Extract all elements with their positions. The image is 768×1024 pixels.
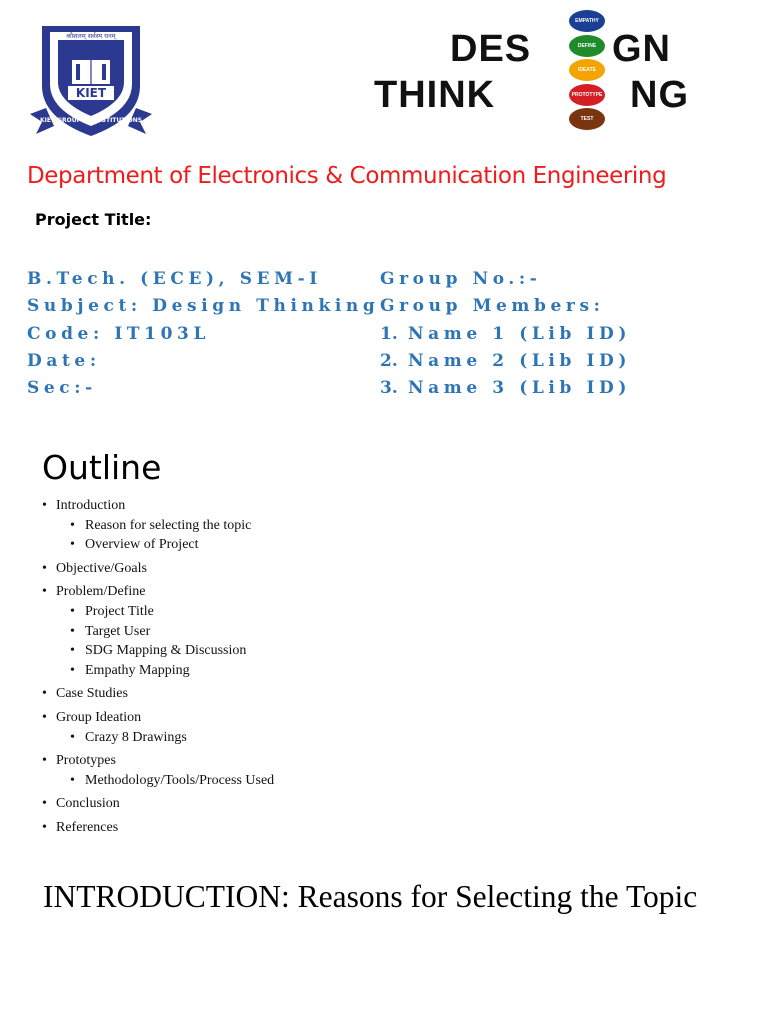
- date-line: Date:: [27, 350, 101, 371]
- member-name: Name 3 (Lib ID): [408, 378, 632, 399]
- outline-subitem-label: Reason for selecting the topic: [85, 517, 252, 533]
- outline-item: [42, 818, 542, 838]
- department-title: Department of Electronics & Communication Engineering: [27, 163, 667, 189]
- bullet-icon: •: [70, 643, 75, 659]
- outline-item: [42, 751, 542, 771]
- outline-subitem: [42, 728, 542, 748]
- outline-item-label: Group Ideation: [56, 709, 142, 725]
- stage-empathy-circle: EMPATHY: [569, 10, 605, 32]
- outline-item-label: Conclusion: [56, 796, 120, 812]
- outline-item-label: References: [56, 819, 119, 835]
- outline-subitem: [42, 535, 542, 555]
- outline-subitem-label: Crazy 8 Drawings: [85, 729, 187, 745]
- outline-item: [42, 496, 542, 516]
- outline-item-label: Introduction: [56, 498, 126, 513]
- bullet-icon: •: [42, 753, 47, 769]
- kiet-hindi-text: कौशलम् सर्वस्य धनम्: [66, 32, 116, 40]
- outline-subitem: [42, 771, 542, 791]
- bullet-icon: •: [42, 686, 47, 702]
- bullet-icon: •: [70, 772, 75, 788]
- outline-subitem-label: Methodology/Tools/Process Used: [85, 772, 275, 788]
- outline-item-label: Problem/Define: [56, 584, 146, 600]
- bullet-icon: •: [70, 517, 75, 533]
- bullet-icon: •: [42, 498, 47, 513]
- outline-list: [42, 496, 542, 838]
- stage-test-circle: TEST: [569, 108, 605, 130]
- outline-item: [42, 582, 542, 602]
- stage-prototype-circle: PROTOTYPE: [569, 84, 605, 106]
- outline-subitem-label: Overview of Project: [85, 537, 199, 553]
- member-number: 1.: [380, 323, 398, 344]
- bullet-icon: •: [70, 537, 75, 553]
- outline-subitem-label: SDG Mapping & Discussion: [85, 643, 247, 659]
- member-name: Name 1 (Lib ID): [408, 323, 632, 344]
- member-name: Name 2 (Lib ID): [408, 350, 632, 371]
- outline-item: [42, 794, 542, 814]
- section-line: Sec:-: [27, 378, 97, 399]
- outline-subitem: [42, 622, 542, 642]
- logo-word-des: DES: [450, 28, 532, 70]
- design-thinking-logo: [372, 8, 706, 132]
- outline-item-label: Prototypes: [56, 753, 116, 769]
- outline-item: [42, 559, 542, 579]
- outline-subitem: [42, 661, 542, 681]
- outline-subitem-label: Target User: [85, 623, 151, 639]
- outline-subitem-label: Project Title: [85, 603, 154, 619]
- outline-subitem: [42, 602, 542, 622]
- bullet-icon: •: [42, 584, 47, 600]
- stage-define-circle: DEFINE: [569, 35, 605, 57]
- member-number: 3.: [380, 378, 398, 399]
- bullet-icon: •: [42, 819, 47, 835]
- stage-ideate-circle: IDEATE: [569, 59, 605, 81]
- outline-item: [42, 708, 542, 728]
- member-item: [380, 348, 631, 375]
- outline-heading: Outline: [42, 448, 162, 487]
- course-info: [27, 266, 379, 402]
- bullet-icon: •: [70, 662, 75, 678]
- group-info: [380, 266, 631, 402]
- outline-subitem: [42, 641, 542, 661]
- kiet-ring-text: KIET GROUP OF INSTITUTIONS: [39, 117, 143, 124]
- group-number-line: Group No.:-: [380, 269, 542, 289]
- outline-item-label: Objective/Goals: [56, 560, 147, 576]
- bullet-icon: •: [42, 709, 47, 725]
- subject-line: Subject: Design Thinking: [27, 296, 380, 317]
- bullet-icon: •: [42, 796, 47, 812]
- member-number: 2.: [380, 350, 398, 371]
- bullet-icon: •: [70, 603, 75, 619]
- member-item: [380, 375, 631, 402]
- introduction-heading: INTRODUCTION: Reasons for Selecting the Topic: [43, 879, 698, 914]
- bullet-icon: •: [42, 560, 47, 576]
- member-item: [380, 321, 631, 348]
- outline-subitem-label: Empathy Mapping: [85, 662, 190, 678]
- logo-word-think: THINK: [374, 74, 496, 116]
- group-members-label: Group Members:: [380, 296, 605, 317]
- code-line: Code: IT103L: [27, 323, 211, 344]
- outline-item: [42, 684, 542, 704]
- course-line: B.Tech. (ECE), SEM-I: [27, 269, 322, 289]
- kiet-logo: [28, 22, 154, 140]
- bullet-icon: •: [70, 623, 75, 639]
- bullet-icon: •: [70, 729, 75, 745]
- logo-word-gn: GN: [612, 28, 671, 70]
- outline-subitem: [42, 516, 542, 536]
- kiet-logo-text: KIET: [75, 86, 107, 100]
- outline-item-label: Case Studies: [56, 686, 128, 702]
- logo-word-ng: NG: [630, 74, 689, 116]
- project-title-label: Project Title:: [35, 210, 152, 229]
